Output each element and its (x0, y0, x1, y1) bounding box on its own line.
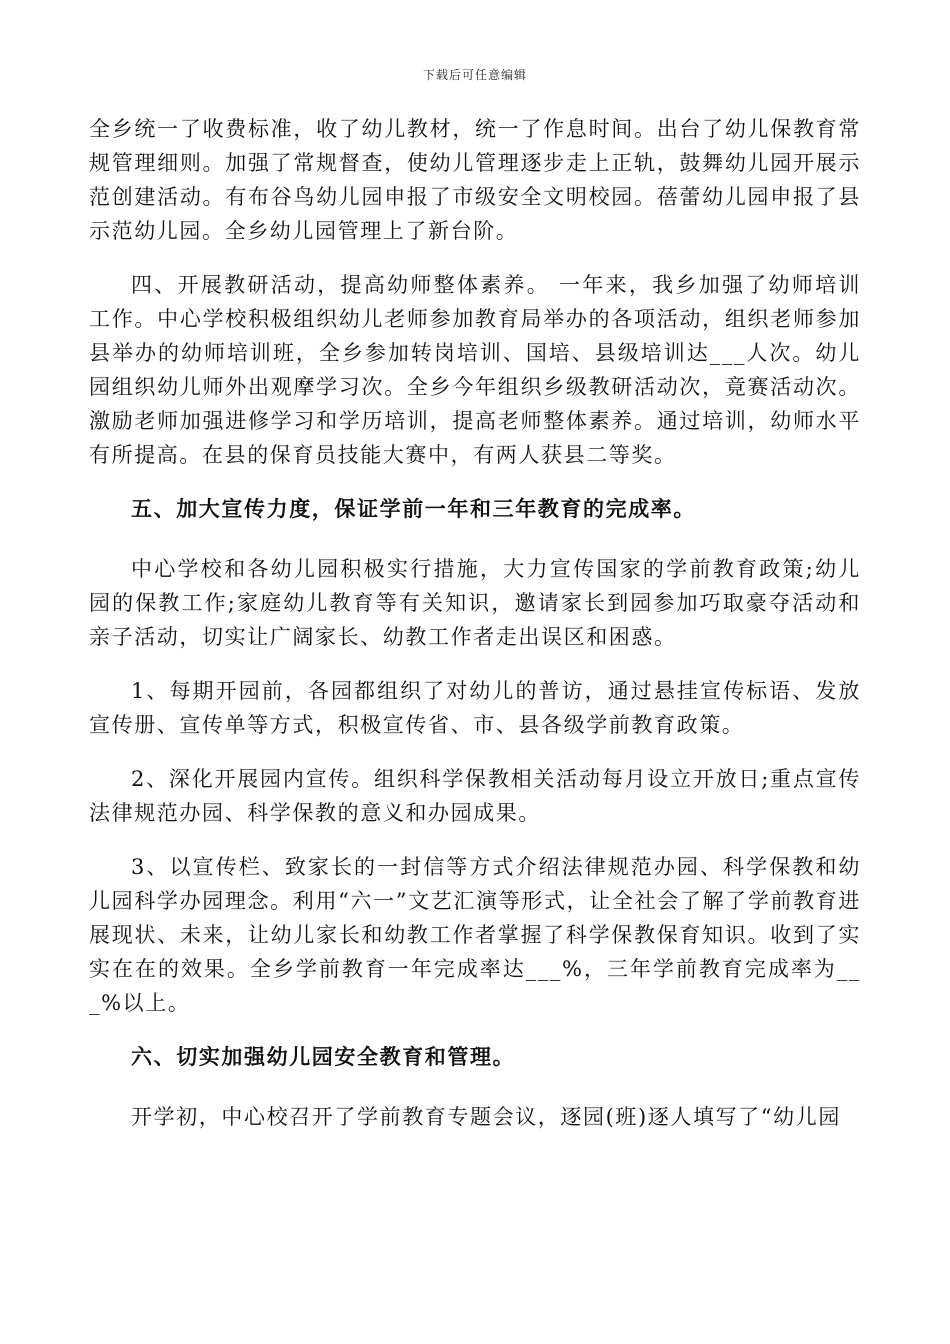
document-body (89, 112, 861, 1154)
section-heading-safety: 六、切实加强幼儿园安全教育和管理。 (131, 1044, 516, 1069)
paragraph-fee-standard: 全乡统一了收费标准，收了幼儿教材，统一了作息时间。出台了幼儿保教育常规管理细则。加强了常规督查，使幼儿管理逐步走上正轨，鼓舞幼儿园开展示范创建活动。有布谷鸟幼儿园申报了市级安全文明校园。蓓蕾幼儿园申报了县示范幼儿园。全乡幼儿园管理上了新台阶。 (89, 117, 861, 243)
paragraph-item-2: 2、深化开展园内宣传。组织科学保教相关活动每月设立开放日;重点宣传法律规范办园、科学保教的意义和办园成果。 (89, 767, 861, 825)
paragraph-publicity-measures: 中心学校和各幼儿园积极实行措施，大力宣传国家的学前教育政策;幼儿园的保教工作;家庭幼儿教育等有关知识，邀请家长到园参加巧取豪夺活动和亲子活动，切实让广阔家长、幼教工作者走出误区和困惑。 (89, 557, 861, 649)
page-header-note: 下载后可任意编辑 (422, 68, 527, 82)
section-heading-publicity: 五、加大宣传力度，保证学前一年和三年教育的完成率。 (131, 496, 696, 521)
paragraph-teaching-research: 四、开展教研活动，提高幼师整体素养。 一年来，我乡加强了幼师培训工作。中心学校积极组织幼儿老师参加教育局举办的各项活动，组织老师参加县举办的幼师培训班，全乡参加转岗培训、国培、县级培训达___人次。幼儿园组织幼儿师外出观摩学习次。全乡今年组织乡级教研活动次，竟赛活动次。激励老师加强进修学习和学历培训，提高老师整体素养。通过培训，幼师水平有所提高。在县的保育员技能大赛中，有两人获县二等奖。 (89, 273, 861, 467)
paragraph-safety-start: 开学初，中心校召开了学前教育专题会议，逐园(班)逐人填写了“幼儿园 (131, 1105, 841, 1129)
paragraph-item-3: 3、以宣传栏、致家长的一封信等方式介绍法律规范办园、科学保教和幼儿园科学办园理念。利用“六一”文艺汇演等形式，让全社会了解了学前教育进展现状、未来，让幼儿家长和幼教工作者掌握了科学保教保育知识。收到了实实在在的效果。全乡学前教育一年完成率达___%，三年学前教育完成率为___%以上。 (89, 855, 861, 1015)
paragraph-item-1: 1、每期开园前，各园都组织了对幼儿的普访，通过悬挂宣传标语、发放宣传册、宣传单等方式，积极宣传省、市、县各级学前教育政策。 (89, 679, 861, 737)
